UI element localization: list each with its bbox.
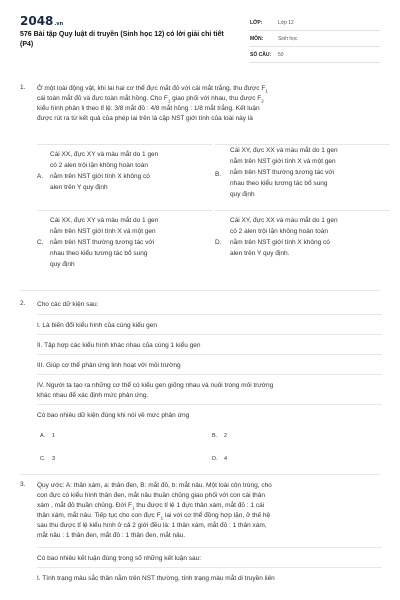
stem-text: thu được tỉ lệ 1 đực thân xám, mắt đỏ : 1 cái — [134, 502, 265, 509]
stem-line: sau thu được tỉ lệ kiểu hình ở cả 2 giới đều là: 1 thân xám, mắt đỏ : 1 thân xám, — [37, 522, 267, 529]
option-line: Cái XY, đực XX và màu mắt do 1 gen — [230, 147, 338, 154]
option-a[interactable] — [37, 144, 212, 205]
stem-line: được rút ra từ kết quả của phép lai trên là cặp NST giới tính của loài này là — [37, 115, 253, 122]
option-line: nằm trên NST giới tính X không có — [230, 239, 330, 246]
option-line: nhau theo kiểu tương tác bổ sung — [230, 180, 328, 187]
option-letter: B. — [215, 171, 222, 178]
option-line: có 2 alen trội lặn không hoàn toàn — [50, 162, 148, 169]
answer-value: 1 — [52, 433, 56, 439]
subscript: 1 — [160, 515, 164, 521]
subscript: 1 — [131, 505, 135, 511]
statement-item: II. Tập hợp các kiểu hình khác nhau của cùng 1 kiểu gen — [37, 334, 382, 351]
option-text — [230, 145, 338, 200]
option-line: nằm trên NST thường tương tác với — [50, 239, 155, 246]
stem-text: thân xám, mắt nâu. Tiếp tục cho con đực F — [37, 512, 161, 519]
option-letter: A. — [37, 173, 44, 180]
meta-label: SỐ CÂU: — [250, 51, 272, 58]
question-number: 3. — [20, 481, 26, 488]
subscript: 1 — [265, 88, 268, 94]
subscript: 2 — [261, 98, 264, 104]
question-divider — [20, 290, 380, 291]
statement-item: III. Giúp cơ thể phản ứng linh hoạt với môi trường — [37, 354, 382, 371]
subscript: 1 — [167, 98, 171, 104]
answer-letter: B. — [212, 433, 218, 439]
question-2 — [20, 300, 390, 470]
question-stem: Cho các dữ kiện sau: — [37, 301, 99, 308]
option-text — [230, 215, 338, 259]
answer-d[interactable] — [212, 456, 227, 462]
meta-value: Sinh học — [278, 35, 298, 42]
option-line: quy định — [50, 261, 75, 268]
statement-line: khác nhau để xác định mức phản ứng. — [37, 392, 149, 399]
statement-item: I. Là biến đổi kiểu hình của cùng kiểu gen — [37, 314, 382, 331]
option-line: Cái XY, đực XX và màu mắt do 1 gen — [230, 217, 338, 224]
answer-letter: C. — [40, 456, 46, 462]
option-line: alen trên Y quy định. — [230, 250, 290, 257]
stem-line — [37, 511, 385, 521]
option-letter: D. — [215, 239, 222, 246]
statement-item: I. Tính trạng màu sắc thân nằm trên NST thường, tính trạng màu mắt di truyền liên — [37, 567, 382, 584]
question-number: 2. — [20, 300, 26, 307]
option-line: có 2 alen trội lặn không hoàn toàn — [230, 228, 328, 235]
site-logo[interactable] — [20, 14, 63, 28]
logo-text: 2048 — [20, 14, 54, 28]
answer-value: 4 — [224, 456, 228, 462]
statement-line: IV. Người ta tạo ra những cơ thể có kiểu gen giống nhau và nuôi trong môi trường — [37, 382, 274, 389]
answer-c[interactable] — [40, 456, 55, 462]
meta-value: Lớp 12 — [278, 19, 294, 26]
meta-row-class — [250, 15, 380, 31]
option-c[interactable] — [37, 210, 212, 275]
option-line: nằm trên NST giới tính X không có — [50, 173, 150, 180]
option-letter: C. — [37, 239, 44, 246]
statement-item — [37, 374, 382, 401]
option-b[interactable] — [215, 144, 390, 201]
option-line: Cái XX, đực XY và màu mắt do 1 gen — [50, 151, 159, 158]
document-title: 576 Bài tập Quy luật di truyền (Sinh học 12) có lời giải chi tiết (P4) — [20, 31, 224, 48]
question-prompt: Có bao nhiêu kết luận đúng trong số những kết luận sau: — [37, 547, 382, 564]
stem-line — [37, 94, 385, 104]
question-prompt: Có bao nhiêu dữ kiện đúng khi nói về mức phản ứng — [37, 404, 382, 421]
option-line: quy định — [230, 191, 255, 198]
meta-row-count — [250, 47, 380, 63]
answer-letter: A. — [40, 433, 46, 439]
question-divider — [20, 474, 380, 475]
logo-suffix: .vn — [54, 21, 64, 27]
question-3 — [20, 481, 390, 600]
option-line: Cái XX, đực XY và màu mắt do 1 gen — [50, 217, 159, 224]
option-line: nằm trên NST giới tính X và một gen — [50, 228, 156, 235]
stem-text: xám , mắt đỏ thuần chủng. Đời F — [37, 502, 132, 509]
stem-line: mắt nâu : 1 thân đen, mắt đỏ : 1 thân đen, mắt nâu. — [37, 532, 186, 539]
stem-line — [37, 84, 385, 94]
answer-value: 3 — [52, 456, 56, 462]
question-1 — [20, 84, 390, 284]
answer-letter: D. — [212, 456, 218, 462]
meta-label: MÔN: — [250, 35, 264, 42]
meta-value: 50 — [278, 51, 284, 58]
option-line: alen trên Y quy định — [50, 184, 108, 191]
meta-row-subject — [250, 31, 380, 47]
option-line: nằm trên NST giới tính X và một gen — [230, 158, 336, 165]
option-line: nhau theo kiểu tương tác bổ sung — [50, 250, 148, 257]
meta-label: LỚP: — [250, 19, 263, 26]
stem-line: con đực có kiểu hình thân đen, mắt nâu thuần chủng giao phối với con cái thân — [37, 492, 265, 499]
stem-line: Quy ước: A: thân xám, a: thân đen, B: mắt đỏ, b: mắt nâu. Một loài côn trùng, cho — [37, 482, 272, 489]
stem-text: Ở một loài động vật, khi lai hai cơ thể đực mắt đỏ với cái mắt trắng, thu được F — [37, 85, 266, 92]
stem-text: cái toàn mắt đỏ và đực toàn mắt hồng. Cho F — [37, 95, 168, 102]
stem-text: giao phối với nhau, thu được F — [170, 95, 262, 102]
document-header — [0, 0, 400, 64]
option-d[interactable] — [215, 210, 390, 275]
option-line: nằm trên NST thường tương tác với — [230, 169, 335, 176]
document-meta — [250, 15, 380, 63]
answer-value: 2 — [224, 433, 228, 439]
question-stem — [37, 481, 385, 541]
question-number: 1. — [20, 84, 26, 91]
answer-a[interactable] — [40, 433, 55, 439]
question-stem — [37, 84, 385, 124]
stem-line — [37, 501, 385, 511]
option-text — [50, 215, 158, 270]
stem-text: lai với cơ thể đồng hợp lặn, ở thế hệ — [163, 512, 271, 519]
answer-b[interactable] — [212, 433, 227, 439]
option-text — [50, 149, 158, 193]
stem-line: kiểu hình phân li theo tỉ lệ: 3/8 mắt đỏ : 4/8 mắt hồng : 1/8 mắt trắng. Kết luận — [37, 105, 260, 112]
